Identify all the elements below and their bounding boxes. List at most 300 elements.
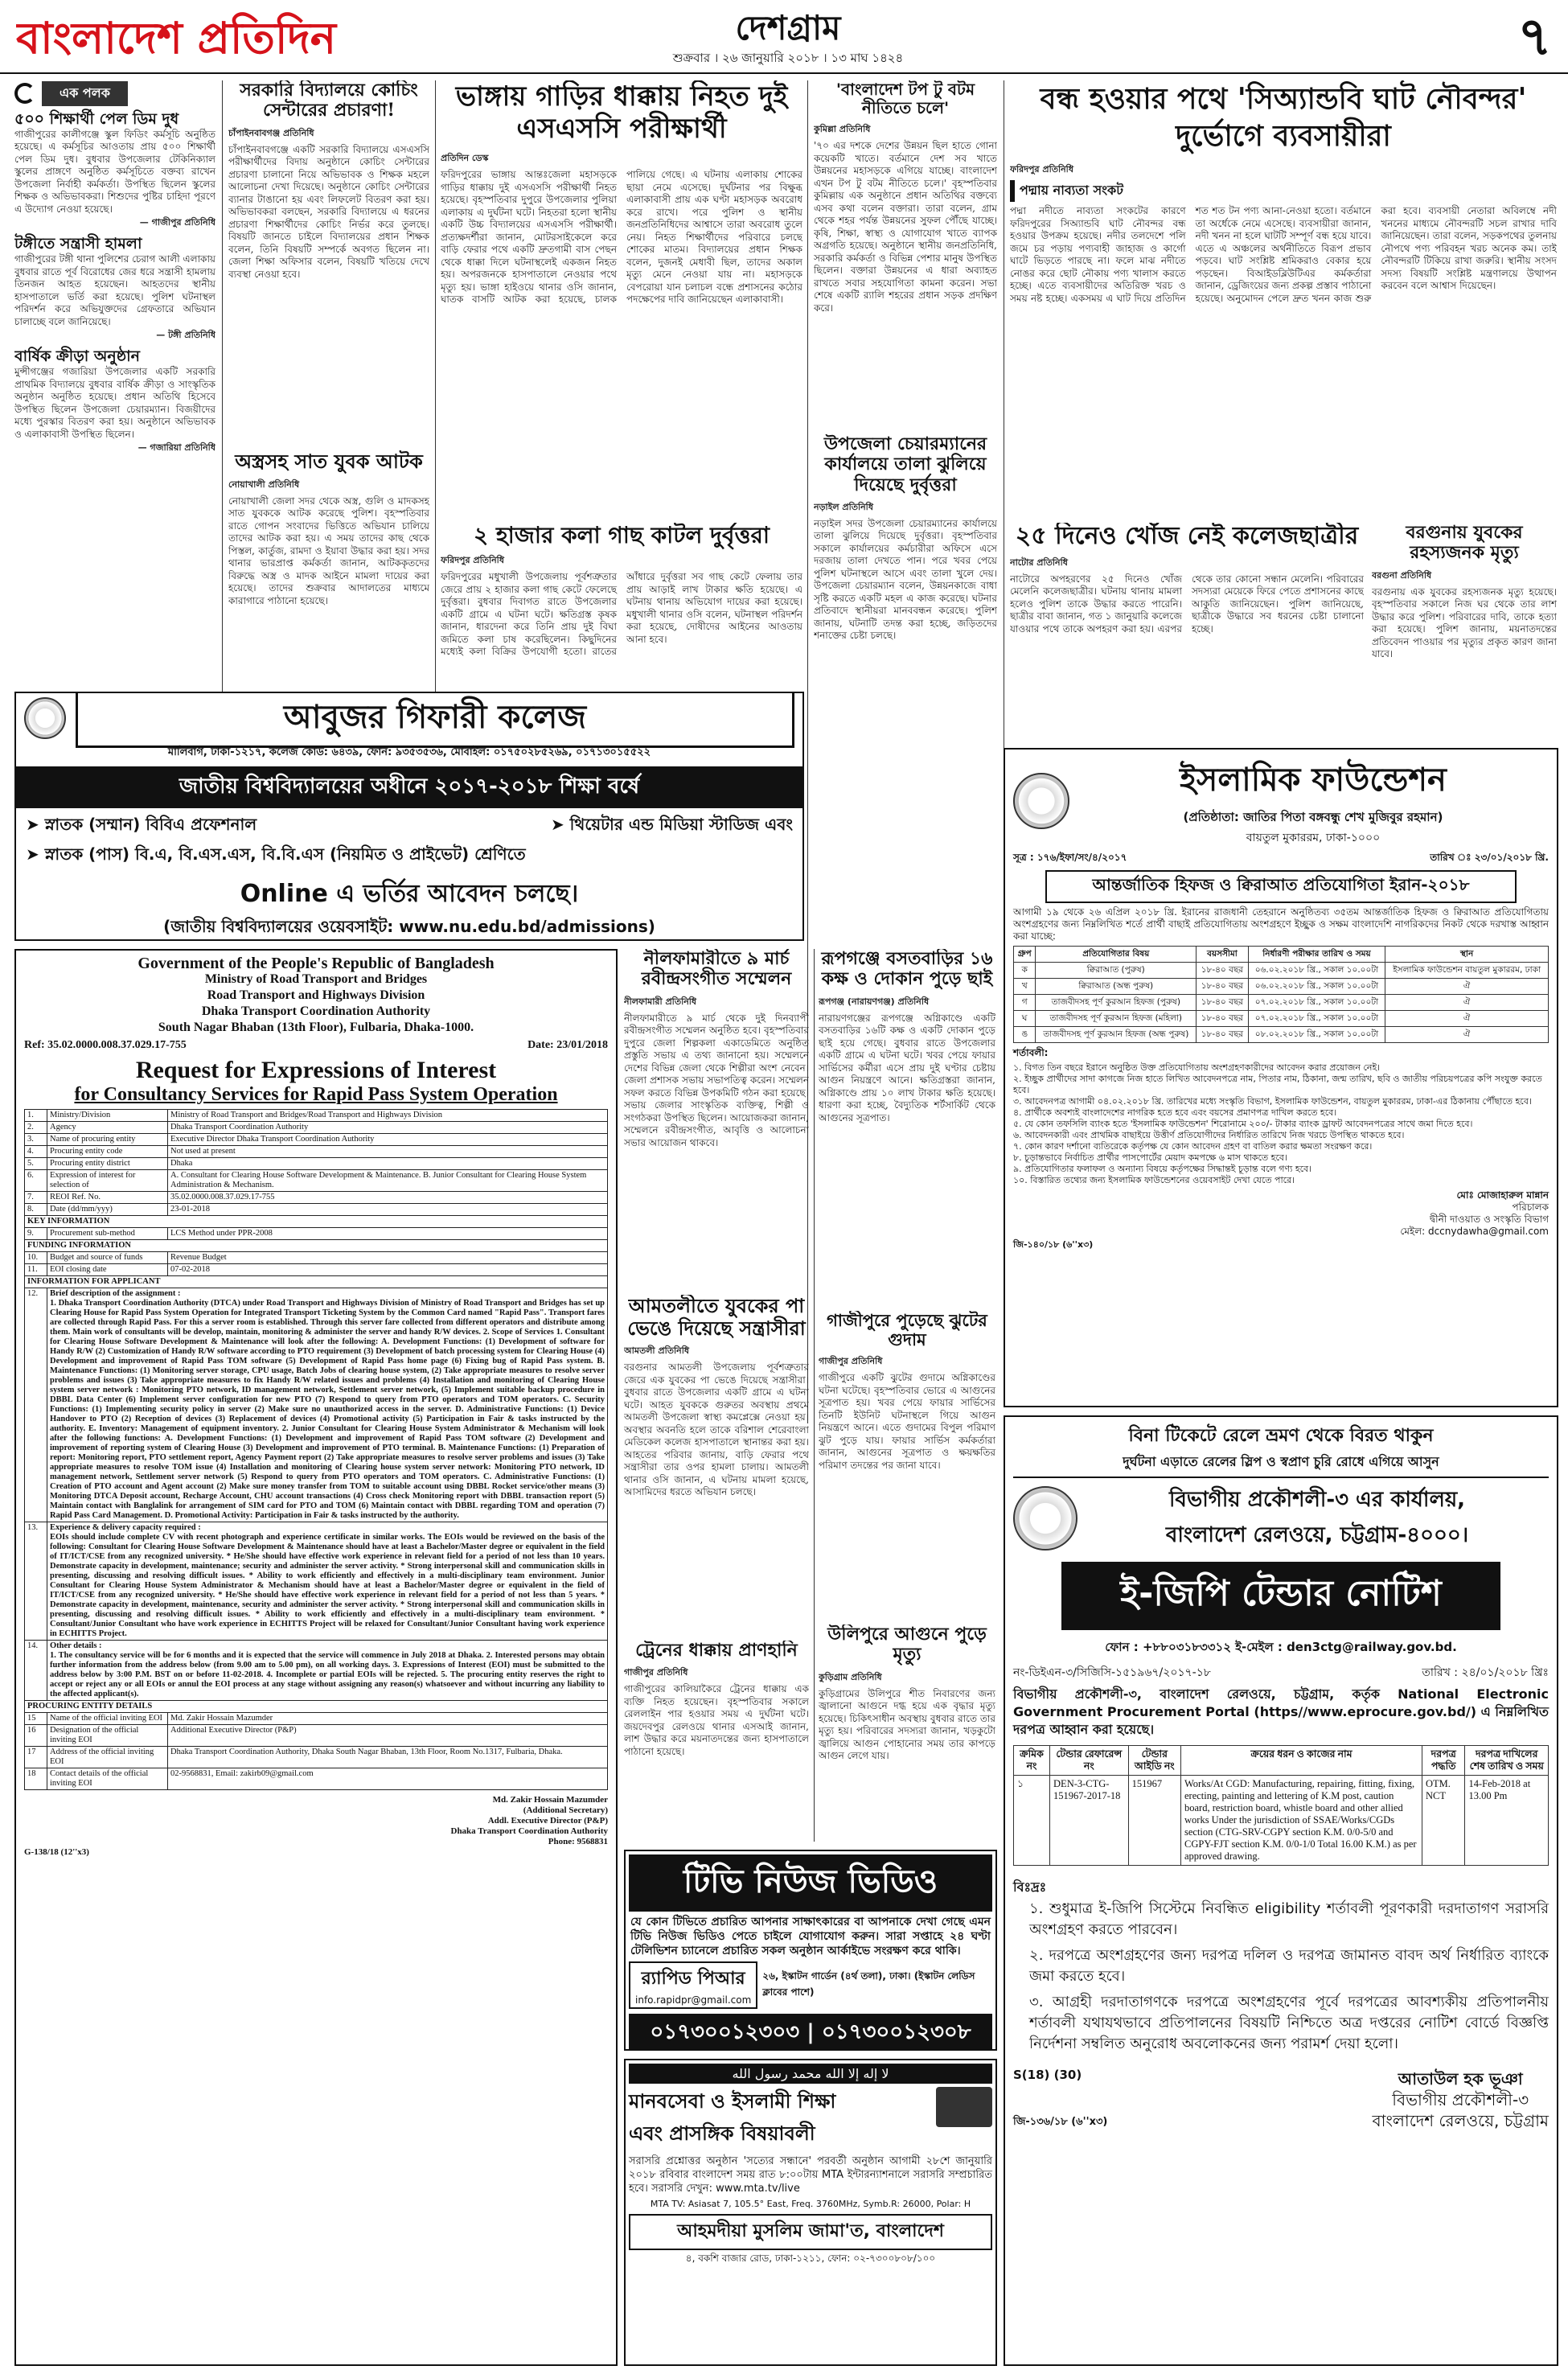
eoi-label: Procuring entity district xyxy=(47,1158,168,1170)
railway-tender-ad[interactable] xyxy=(1004,1415,1558,2366)
tv-brand: র‍্যাপিড পিআর xyxy=(641,1969,745,1989)
islamic-foundation-ad[interactable] xyxy=(1004,748,1558,1407)
amtali-story[interactable] xyxy=(624,1295,809,1633)
lead-title: ভাঙ্গায় গাড়ির ধাক্কায় নিহত দুই এসএসসি পরীক্ষার্থী xyxy=(455,80,788,145)
rupganj-story[interactable] xyxy=(819,949,995,1303)
tv-email[interactable]: info.rapidpr@gmail.com xyxy=(635,1994,752,2006)
ifb-code: জি-১৪০/১৮ (৬''x৩) xyxy=(1013,1239,1094,1250)
eoi-num: 13. xyxy=(25,1522,47,1641)
ifb-conditions-heading: শর্তাবলী: xyxy=(1013,1047,1049,1058)
tv-phone[interactable]: ০১৭৩০০১২৩০৩ | ০১৭৩০০১২৩০৮ xyxy=(629,2014,992,2051)
eoi-num: 5. xyxy=(25,1158,47,1170)
eoi-num: 9. xyxy=(25,1228,47,1240)
ulipur-body: কুড়িগ্রামের উলিপুরে শীত নিবারণের জন্য জ্বালানো আগুনে দগ্ধ হয়ে এক বৃদ্ধার মৃত্যু হয়েছে। চিকিৎসাধীন অবস্থায় বুধবার রাতে তার মৃত্যু হয়। পরিবারের সদস্যরা জানান, খড়কুটো জ্বালিয়ে আগুন পোহানোর সময় তার কাপড়ে আগুন লেগে যায়। xyxy=(819,1687,995,1762)
brief-3-body: মুন্সীগঞ্জের গজারিয়া উপজেলার একটি সরকারি প্রাথমিক বিদ্যালয়ে বুধবার বার্ষিক ক্রীড়া ও সাংস্কৃতিক অনুষ্ঠান অনুষ্ঠিত হয়েছে। প্রধান অতিথি হিসেবে উপস্থিত ছিলেন উপজেলা চেয়ারম্যান। বিজয়ীদের মধ্যে পুরস্কার বিতরণ করা হয়। অনুষ্ঠানে অভিভাবক ও এলাকাবাসী উপস্থিত ছিলেন। xyxy=(14,366,215,440)
eoi-value: Dhaka xyxy=(168,1158,608,1170)
coaching-byline: চাঁপাইনবাবগঞ্জ প্রতিনিধি xyxy=(228,127,314,138)
ulipur-title: উলিপুরে আগুনে পুড়ে মৃত্যু xyxy=(827,1624,987,1665)
gov-line-5: South Nagar Bhaban (13th Floor), Fulbaria, Dhaka-1000. xyxy=(158,1021,474,1034)
ifb-cell: ১৮-৪০ বছর xyxy=(1197,979,1249,995)
eoi-num: 8. xyxy=(25,1204,47,1216)
eoi-value: 07-02-2018 xyxy=(168,1264,608,1276)
college-logo-icon xyxy=(24,697,66,739)
brief-2-title: টঙ্গীতে সন্ত্রাসী হামলা xyxy=(14,235,142,253)
ifb-cell: ১৮-৪০ বছর xyxy=(1197,1011,1249,1027)
gov-code: G-138/18 (12''x3) xyxy=(24,1847,89,1857)
ifb-condition: ৬. আবেদনকারী এবং প্রাথমিক বাছাইয়ে উত্তীর্ণ প্রতিযোগীদের নির্ধারিত তারিখে নিজ খরচে উপস্থিত থাকতে হবে। xyxy=(1013,1130,1405,1140)
college-name: আবুজর গিফারী কলেজ xyxy=(76,692,794,748)
ahmadiyya-brand: আহমদীয়া মুসলিম জামা'ত, বাংলাদেশ xyxy=(629,2214,992,2250)
gov-sig-4: Dhaka Transport Coordination Authority xyxy=(450,1826,608,1836)
lead-body: ফরিদপুরের ভাঙ্গায় আন্তঃজেলা মহাসড়কে গাড়ির ধাক্কায় দুই এসএসসি পরীক্ষার্থী নিহত হয়েছে। বৃহস্পতিবার দুপুরে উপজেলার পুলিয়া এলাকায় এ দুর্ঘটনা ঘটে। নিহতরা হলো স্থানীয় একটি উচ্চ বিদ্যালয়ের এসএসসি পরীক্ষার্থী। প্রত্যক্ষদর্শীরা জানান, মোটরসাইকেলে করে বাড়ি ফেরার পথে একটি দ্রুতগামী বাস পেছন থেকে ধাক্কা দিলে ঘটনাস্থলেই একজন নিহত হয়। অপরজনকে হাসপাতালে নেওয়ার পথে মৃত্যু হয়। ভাঙ্গা হাইওয়ে থানার ওসি জানান, ঘাতক বাসটি আটক করা হয়েছে, চালক পালিয়ে গেছে। এ ঘটনায় এলাকায় শোকের ছায়া নেমে এসেছে। দুর্ঘটনার পর বিক্ষুব্ধ এলাকাবাসী প্রায় এক ঘণ্টা মহাসড়ক অবরোধ করে রাখে। পরে পুলিশ ও স্থানীয় জনপ্রতিনিধিদের আশ্বাসে তারা অবরোধ তুলে নেয়। নিহত শিক্ষার্থীদের পরিবারে চলছে শোকের মাতম। বিদ্যালয়ের প্রধান শিক্ষক বলেন, দুজনই মেধাবী ছিল, তাদের অকাল মৃত্যু মেনে নেওয়া যায় না। মহাসড়কে বেপরোয়া যান চলাচল বন্ধে প্রশাসনের কঠোর পদক্ষেপের দাবি জানিয়েছেন এলাকাবাসী। xyxy=(441,169,802,305)
section-title: দেশগ্রাম xyxy=(735,8,841,47)
course-3: ➤ স্নাতক (পাস) বি.এ, বি.এস.এস, বি.বি.এস (নিয়মিত ও প্রাইভেট) শ্রেণিতে xyxy=(26,844,526,864)
eoi-label: Contact details of the official inviting EOI xyxy=(47,1768,168,1790)
banana-title: ২ হাজার কলা গাছ কাটল দুর্বৃত্তরা xyxy=(473,523,770,548)
lock-byline: নড়াইল প্রতিনিধি xyxy=(814,501,873,512)
rabindra-body: নীলফামারীতে ৯ মার্চ থেকে দুই দিনব্যাপী রবীন্দ্রসংগীত সম্মেলন অনুষ্ঠিত হবে। বৃহস্পতিবার দুপুরে জেলা শিল্পকলা একাডেমিতে অনুষ্ঠিত প্রস্তুতি সভায় এ তথ্য জানানো হয়। সম্মেলনে দেশের বিভিন্ন জেলা থেকে শিল্পীরা অংশ নেবেন। জেলা প্রশাসক সভায় সভাপতিত্ব করেন। সম্মেলন সফল করতে বিভিন্ন উপকমিটি গঠন করা হয়েছে। সভায় জেলার সাংস্কৃতিক ব্যক্তিত্ব, শিল্পী ও সংগঠকরা উপস্থিত ছিলেন। আয়োজকরা জানান, সম্মেলনে রবীন্দ্রসংগীত, আবৃত্তি ও আলোচনা সভার আয়োজন থাকবে। xyxy=(624,1012,809,1148)
gov-ref: Ref: 35.02.0000.008.37.029.17-755 xyxy=(24,1039,187,1051)
course-1-label: স্নাতক (সম্মান) বিবিএ প্রফেশনাল xyxy=(44,815,257,834)
ifb-conditions xyxy=(1013,1062,1549,1186)
tv-news-ad[interactable] xyxy=(624,1850,997,2051)
ifb-condition: ২. ইচ্ছুক প্রার্থীদের সাদা কাগজে নিজ হাতে লিখিত আবেদনপত্রে নাম, পিতার নাম, ঠিকানা, জন্ম তারিখ, ছবি ও জাতীয় পরিচয়পত্রের কপি সংযুক্ত করতে হবে। xyxy=(1013,1074,1542,1095)
eoi-label: Agency xyxy=(47,1122,168,1134)
eoi-label: EOI closing date xyxy=(47,1264,168,1276)
rail-note: ১. শুধুমাত্র ই-জিপি সিস্টেমে নিবন্ধিত eligibility শর্তাবলী পূরণকারী দরদাতাগণ সরাসরি অংশগ্রহণ করতে পারবেন। xyxy=(1029,1900,1549,1938)
mta-logo-icon xyxy=(936,2087,992,2127)
eoi-num: 15 xyxy=(25,1713,47,1725)
rail-col-head: ক্রয়ের ধরন ও কাজের নাম xyxy=(1181,1746,1422,1776)
gov-title-2: for Consultancy Services for Rapid Pass System Operation xyxy=(74,1084,558,1105)
rail-top-2: দুর্ঘটনা এড়াতে রেলের স্লিপ ও স্বপ্রাণ চুরি রোধে এগিয়ে আসুন xyxy=(1013,1452,1549,1478)
ek-polok-header xyxy=(14,80,215,106)
arrest-byline: নোয়াখালী প্রতিনিধি xyxy=(228,478,300,490)
gov-line-2: Ministry of Road Transport and Bridges xyxy=(204,972,428,986)
rail-col-head: দরপত্র পদ্ধতি xyxy=(1422,1746,1465,1776)
eoi-num: 2. xyxy=(25,1122,47,1134)
top-bottom-story[interactable] xyxy=(814,80,997,426)
ifb-cell: তাজবীদসহ পূর্ণ কুরআন হিফজ (পুরুষ) xyxy=(1036,995,1197,1011)
eoi-desc: EOIs should include complete CV with recent photograph and experience certificate in similar works. The EOIs would be reviewed on the basis of the following: Consultant for Clearing House Software Development & Maintenance should have at least a Bachelor/Master degree or equivalent in the field of IT/ICT/CSE from any recognized university. * He/She should have effective work experience in relevant field for a period of not less than 10 years. Demonstrate capacity in development, maintenance; security and administer the server activity. * Strong interpersonal skill and communication skills in presenting, discussing and resolving difficult issues. * Ability to work efficiently and effectively in a multi-disciplinary team environment. Junior Consultant for Clearing House System Administrator & Mechanism should have at least a Bachelor/Master degree or equivalent in the field of IT/ICT/CSE from any recognized university. * He/She should have effective work experience in relevant field for a period of not less than 5 years. * Demonstrate capacity in development, maintenance, security and administer the server activity. * Strong interpersonal skill and communication skills in presenting, discussing and resolving difficult issues. * Ability to work efficiently and effectively in a multi-disciplinary team environment. * Consultant/Junior Consultant who have work experience in ECHITTS Project will be relaxed for Consultant/Junior Consultant having work experience in ECHITTS Project. xyxy=(50,1533,605,1638)
eoi-row xyxy=(25,1110,608,1122)
eoi-row xyxy=(25,1747,608,1768)
ifb-condition: ৯. প্রতিযোগিতার ফলাফল ও অন্যান্য বিষয়ে কর্তৃপক্ষের সিদ্ধান্তই চূড়ান্ত বলে গণ্য হবে। xyxy=(1013,1164,1312,1174)
brief-1-title: ৫০০ শিক্ষার্থী পেল ডিম দুধ xyxy=(14,110,179,128)
eoi-value: Additional Executive Director (P&P) xyxy=(168,1725,608,1747)
rupganj-byline: রূপগঞ্জ (নারায়ণগঞ্জ) প্রতিনিধি xyxy=(819,996,930,1007)
amtali-body: বরগুনার আমতলী উপজেলায় পূর্বশত্রুতার জেরে এক যুবকের পা ভেঙে দিয়েছে সন্ত্রাসীরা। বুধবার রাতে উপজেলার একটি গ্রামে এ ঘটনা ঘটে। আহত যুবককে গুরুতর অবস্থায় প্রথমে আমতলী উপজেলা স্বাস্থ্য কমপ্লেক্সে নেওয়া হয়। অবস্থার অবনতি হলে তাকে বরিশাল শেরেবাংলা মেডিকেল কলেজ হাসপাতালে স্থানান্তর করা হয়। আহতের পরিবার জানায়, বাড়ি ফেরার পথে সন্ত্রাসীরা তার ওপর হামলা চালায়। আমতলী থানার ওসি জানান, এ ঘটনায় মামলা হয়েছে, আসামিদের ধরতে অভিযান চলছে। xyxy=(624,1362,809,1498)
ghat-body: পদ্মা নদীতে নাব্যতা সংকটের কারণে ফরিদপুরের সিঅ্যান্ডবি ঘাট নৌবন্দর বন্ধ হওয়ার উপক্রম হয়েছে। নদীর তলদেশে পলি জমে চর পড়ায় পণ্যবাহী জাহাজ ও কার্গো ঘাটে ভিড়তে পারছে না। ফলে মাঝ নদীতে নোঙর করে ছোট নৌকায় পণ্য খালাস করতে হচ্ছে। এতে ব্যবসায়ীদের অতিরিক্ত খরচ ও সময় নষ্ট হচ্ছে। একসময় এ ঘাট দিয়ে প্রতিদিন শত শত টন পণ্য আনা-নেওয়া হতো। বর্তমানে তা অর্ধেকে নেমে এসেছে। ব্যবসায়ীরা জানান, নদী খনন না হলে ঘাটটি সম্পূর্ণ বন্ধ হয়ে যাবে। এতে এ অঞ্চলের অর্থনীতিতে বিরূপ প্রভাব পড়বে। ঘাট সংশ্লিষ্ট শ্রমিকরাও বেকার হয়ে পড়ছেন। বিআইডব্লিউটিএর কর্মকর্তারা জানান, ড্রেজিংয়ের জন্য প্রকল্প প্রস্তাব পাঠানো হয়েছে। অনুমোদন পেলে দ্রুত খনন কাজ শুরু করা হবে। ব্যবসায়ী নেতারা অবিলম্বে নদী খননের মাধ্যমে নৌবন্দরটি সচল রাখার দাবি জানিয়েছেন। তারা বলেন, সড়কপথের তুলনায় নৌপথে পণ্য পরিবহন খরচ অনেক কম। তাই নৌবন্দরটি টিকিয়ে রাখা জরুরি। স্থানীয় সংসদ সদস্য বিষয়টি সংশ্লিষ্ট মন্ত্রণালয়ে উত্থাপন করবেন বলে আশ্বাস দিয়েছেন। xyxy=(1010,205,1557,304)
eoi-value: Revenue Budget xyxy=(168,1252,608,1264)
barguna-title: বরগুনায় যুবকের রহস্যজনক মৃত্যু xyxy=(1406,523,1523,564)
eoi-value: Ministry of Road Transport and Bridges/Road Transport and Highways Division xyxy=(168,1110,608,1122)
ifb-cell: ক্বিরাআত (পুরুষ) xyxy=(1036,963,1197,979)
eoi-section: PROCURING ENTITY DETAILS xyxy=(25,1701,608,1713)
gov-line-3: Road Transport and Highways Division xyxy=(207,988,425,1002)
eoi-num: 16 xyxy=(25,1725,47,1747)
ifb-cell: ০৬.০২.২০১৮ খ্রি., সকাল ১০.০০টা xyxy=(1248,979,1385,995)
rail-cell: Works/At CGD: Manufacturing, repairing, fitting, fixing, erecting, painting and lettering of K.M post, caution board, restriction board, whistle board and other allied works Under the jurisdiction of SSAE/Works/CGDs section (CTG-SRV-CGPY section K.M. 0/0-5/0 and CGPY-FJT section K.M. 0/0-1/0 Total 16.00 K.M.) as per approved drawing. xyxy=(1181,1776,1422,1866)
brief-2-body: গাজীপুরের টঙ্গী থানা পুলিশের চেরাগ আলী এলাকায় বুধবার রাতে পূর্ব বিরোধের জের ধরে সন্ত্রাসী হামলায় তিনজন আহত হয়েছেন। আহতদের স্থানীয় হাসপাতালে ভর্তি করা হয়েছে। পুলিশ ঘটনাস্থল পরিদর্শন করে অভিযুক্তদের গ্রেফতারে অভিযান চালাচ্ছে বলে জানিয়েছে। xyxy=(14,253,215,327)
ifb-cell: ০৭.০২.২০১৮ খ্রি., সকাল ১০.০০টা xyxy=(1248,1011,1385,1027)
top-bottom-body: '৭০ এর দশকে দেশের উন্নয়ন ছিল হাতে গোনা কয়েকটি খাতে। বর্তমানে দেশ সব খাতে উন্নয়নের মহাসড়কে এগিয়ে যাচ্ছে। বাংলাদেশ এখন টপ টু বটম নীতিতে চলে।' বৃহস্পতিবার কুমিল্লায় এক অনুষ্ঠানে প্রধান অতিথির বক্তব্যে এসব কথা বলেন বক্তারা। তারা বলেন, গ্রাম থেকে শহর পর্যন্ত উন্নয়নের সুফল পৌঁছে যাচ্ছে। কৃষি, শিক্ষা, স্বাস্থ্য ও যোগাযোগ খাতে ব্যাপক অগ্রগতি হয়েছে। অনুষ্ঠানে স্থানীয় জনপ্রতিনিধি, সরকারি কর্মকর্তা ও বিভিন্ন পেশার মানুষ উপস্থিত ছিলেন। বক্তারা উন্নয়নের এ ধারা অব্যাহত রাখতে সবার সহযোগিতা কামনা করেন। সভা শেষে একটি র‍্যালি শহরের প্রধান সড়ক প্রদক্ষিণ করে। xyxy=(814,140,997,314)
brief-2-byline: — টঙ্গী প্রতিনিধি xyxy=(156,330,215,341)
railway-logo-icon xyxy=(1013,1486,1077,1550)
missing-story[interactable] xyxy=(1010,523,1364,740)
eoi-row xyxy=(25,1725,608,1747)
gov-eoi-ad[interactable] xyxy=(14,949,618,2366)
ahmadiyya-body: সরাসরি প্রশ্নোত্তর অনুষ্ঠান 'সত্যের সন্ধানে' পরবর্তী অনুষ্ঠান আগামী ২৮শে জানুয়ারি ২০১৮ রবিবার বাংলাদেশ সময় রাত ৮:০০টায় MTA ইন্টারন্যাশনালে সরাসরি সম্প্রচারিত হবে। সরাসরি দেখুন: www.mta.tv/live xyxy=(629,2155,992,2195)
paper-name[interactable]: বাংলাদেশ প্রতিদিন xyxy=(16,13,336,64)
rabindra-title: নীলফামারীতে ৯ মার্চ রবীন্দ্রসংগীত সম্মেলন xyxy=(641,949,792,990)
ifb-cell: তাজবীদসহ পূর্ণ কুরআন হিফজ (অন্ধ পুরুষ) xyxy=(1036,1027,1197,1043)
rail-intro: বিভাগীয় প্রকৌশলী-৩, বাংলাদেশ রেলওয়ে, চট্টগ্রাম, কর্তৃক National Electronic Government Procurement Portal (https//www.eprocure.gov.bd/) এ নিম্নলিখিত দরপত্র আহ্বান করা হয়েছে। xyxy=(1013,1686,1549,1737)
rail-note: ৩. আগ্রহী দরদাতাগণকে দরপত্রে অংশগ্রহণের পূর্বে দরপত্রের আবশ্যকীয় প্রতিপালনীয় শর্তাবলী যথাযথভাবে প্রতিপালনের বিষয়টি নিশ্চিতে অত্র দপ্তরের নোটিশ বোর্ডে বিজ্ঞপ্তি নির্দেশনা সম্বলিত অনুরোধ অবলোকনের জন্য পরামর্শ দেয়া হলো। xyxy=(1029,1994,1549,2052)
masthead-rule xyxy=(0,72,1568,74)
top-bottom-byline: কুমিল্লা প্রতিনিধি xyxy=(814,124,871,134)
eoi-num: 6. xyxy=(25,1170,47,1192)
ifb-founder: (প্রতিষ্ঠাতা: জাতির পিতা বঙ্গবন্ধু শেখ মুজিবুর রহমান) xyxy=(1183,810,1443,824)
eoi-section: KEY INFORMATION xyxy=(25,1216,608,1228)
brief-2[interactable] xyxy=(14,236,215,343)
eoi-num: 1. xyxy=(25,1110,47,1122)
rail-contact[interactable]: ফোন : +৮৮০৩১৮৩৩১২ ই-মেইল : den3ctg@railway.gov.bd. xyxy=(1105,1640,1457,1654)
ifb-name: ইসলামিক ফাউন্ডেশন xyxy=(1180,762,1447,799)
coaching-body: চাঁপাইনবাবগঞ্জে একটি সরকারি বিদ্যালয়ে এসএসসি পরীক্ষার্থীদের বিদায় অনুষ্ঠানে কোচিং সেন্টারের প্রচারণা চালানো নিয়ে অভিভাবক ও শিক্ষক মহলে আলোচনা দেখা দিয়েছে। অনুষ্ঠানে কোচিং সেন্টারের ব্যানার টাঙানো হয় এবং লিফলেট বিতরণ করা হয়। অভিভাবকরা বলছেন, সরকারি বিদ্যালয়ে এ ধরনের প্রচারণা শিক্ষার্থীদের কোচিং নির্ভর করে তুলছে। বিষয়টি জানতে চাইলে বিদ্যালয়ের প্রধান শিক্ষক বলেন, তিনি বিষয়টি সম্পর্কে অবগত ছিলেন না। জেলা শিক্ষা অফিসার বলেন, বিষয়টি খতিয়ে দেখে ব্যবস্থা নেওয়া হবে। xyxy=(228,143,429,280)
ahmadiyya-address: ৪, বকশি বাজার রোড, ঢাকা-১২১১, ফোন: ০২-৭৩০০৮০৮/১০০ xyxy=(685,2253,936,2264)
tv-body: যে কোন টিভিতে প্রচারিত আপনার সাক্ষাৎকারের বা আপনাকে দেখা গেছে এমন টিভি নিউজ ভিডিও পেতে চাইলে যোগাযোগ করুন। সারা সপ্তাহে ২৪ ঘণ্টা টেলিভিশন চ্যানেলে প্রচারিত সকল অনুষ্ঠান আর্কাইভে সংরক্ষণ করে থাকি। xyxy=(630,1916,991,1957)
rail-memo: নং-ডিইএন-৩/সিজিসি-১৫১৯৬৭/২০১৭-১৮ xyxy=(1013,1666,1211,1679)
brief-1[interactable] xyxy=(14,111,215,231)
train-story[interactable] xyxy=(624,1641,809,1842)
gazipur-byline: গাজীপুর প্রতিনিধি xyxy=(819,1356,883,1367)
column-rule xyxy=(435,80,436,692)
ifb-col-head: গ্রুপ xyxy=(1014,947,1036,963)
ahmadiyya-heading-2: এবং প্রাসঙ্গিক বিষয়াবলী xyxy=(629,2122,815,2145)
eoi-value: LCS Method under PPR-2008 xyxy=(168,1228,608,1240)
eoi-section: FUNDING INFORMATION xyxy=(25,1240,608,1252)
rail-s: S(18) (30) xyxy=(1013,2068,1082,2082)
ahmadiyya-heading-1: মানবসেবা ও ইসলামী শিক্ষা xyxy=(629,2090,836,2113)
course-2-label: থিয়েটার এন্ড মিডিয়া স্টাডিজ এবং xyxy=(569,815,793,834)
gov-sig-5: Phone: 9568831 xyxy=(548,1837,608,1846)
ifb-condition: ৮. চূড়ান্তভাবে নির্বাচিত প্রার্থীর পাসপোর্টের মেয়াদ কমপক্ষে ৬ মাস থাকতে হবে। xyxy=(1013,1152,1287,1163)
brief-3[interactable] xyxy=(14,348,215,456)
ifb-cell: ঐ xyxy=(1385,995,1549,1011)
eoi-num: 3. xyxy=(25,1134,47,1146)
train-byline: গাজীপুর প্রতিনিধি xyxy=(624,1667,688,1678)
rail-note: ২. দরপত্রে অংশগ্রহণের জন্য দরপত্র দলিল ও দরপত্র জামানত বাবদ অর্থ নির্ধারিত ব্যাংকে জমা করতে হবে। xyxy=(1029,1947,1549,1985)
eoi-row xyxy=(25,1713,608,1725)
eoi-label: Address of the official inviting EOI xyxy=(47,1747,168,1768)
eoi-desc-head: Experience & delivery capacity required : xyxy=(50,1523,201,1532)
rail-date: তারিখ : ২৪/০১/২০১৮ খ্রিঃ xyxy=(1422,1666,1549,1679)
eoi-num: 7. xyxy=(25,1192,47,1204)
eoi-desc: 1. Dhaka Transport Coordination Authority (DTCA) under Road Transport and Highways Division of Ministry of Road Transport and Bridges has set up Clearing House for Rapid Pass System Operation for Integrated Transport Ticketing System by the Common Card named "Rapid Pass". Transport fares are collected through Rapid Pass. For this a server room is established. Through this server fare collected from different operators and distribute among them. Main work of consultants will be develop, maintain, monitoring & administer the server and handy R/W devices. 2. Scope of Services 1. Consultant for Clearing House Software Development & Maintenance will look after the following: A. Development Functions: (1) Development of software for Handy R/W (2) Customization of Handy R/W software according to PTO requirement (3) Development of batch processing system for Clearing House (4) Development and improvement of Rapid Pass TOM software (5) Development of Rapid Pass home page (6) Fixing bug of Rapid Pass system. B. Maintenance Functions: (1) Monitoring server storage, CPU usage, Batch Jobs of clearing house system, (2) Take appropriate measures to resolve server problems and issues (3) Take appropriate measures to fix Handy R/W related issues and problems (4) Installation and monitoring of Clearing House system server network : Monitoring PTO network, ID management network, Settlement server network, (5) Implement suitable backup procedure in DBBL Data Center (6) Implement server configuration for new PTO (7) Respond to query from PTO operators and TOM operators. C. Security Functions: (1) Implementing security policy in server (2) Make sure no unauthorized access in the server. D. Administrative Functions: (1) Device Handover to PTO (2) Reception of devices (3) Replacement of devices (4) Promotional activity (5) Participation in Fair & tasks instructed by the authority. E. Inventory: Management of equipment inventory. 2. Junior Consultant for Clearing House System Administrator & Mechanism will look after the following functions: A. Development Functions: (1) Development and improvement of Rapid Pass TOM software (2) Development and improvement of reporting system of Clearing House (3) Development and improvement of PTO terminal. B. Maintenance Functions: (1) Preparation of report: Monitoring report, PTO settlement report, Agency Payment report (2) Take appropriate measures to resolve server problems and issues (3) Take appropriate measures to resolve TOM issue (4) Installation and monitoring of Clearing house system server network: Monitoring PTO network, ID management network, Settlement server network (5) Respond to query from PTO operators and TOM operators. C. Administrative Functions: (1) Creation of PTO account and Agent account (2) Make sure money transfer from TOM to suitable account using DBBL Rocket service/other means (3) Monitoring DTCA Deposit account, Recharge Account, CHU account transactions (4) Cross check Monitoring report with DBBL transaction report (5) Maintain contact with Banglalink for arrangement of SIM card for PTO and TOM (6) Maintain contact with DBBL regarding TOM and operation (7) Rapid Pass Card Management. D. Promotional Activity: Participation in Fair & tasks instructed by the authority. xyxy=(50,1299,605,1520)
rail-sig-1: আতাউল হক ভূঞা xyxy=(1398,2069,1523,2089)
eoi-row xyxy=(25,1192,608,1204)
eoi-value: Dhaka Transport Coordination Authority xyxy=(168,1122,608,1134)
eoi-num: 14. xyxy=(25,1641,47,1701)
ifb-col-head: স্থান xyxy=(1385,947,1549,963)
ifb-cell: তাজবীদসহ পূর্ণ কুরআন হিফজ (মহিলা) xyxy=(1036,1011,1197,1027)
ifb-table xyxy=(1013,946,1549,1043)
college-address: মালিবাগ, ঢাকা-১২১৭, কলেজ কোড: ৬৪৩৯, ফোন: ৯৩৫৩৫৩৬, মোবাইল: ০১৭৫০২৮৫২৬৯, ০১৭১৩০১৫৫২২ xyxy=(167,746,651,758)
eoi-label: Name of the official inviting EOI xyxy=(47,1713,168,1725)
arrest-body: নোয়াখালী জেলা সদর থেকে অস্ত্র, গুলি ও মাদকসহ সাত যুবককে আটক করেছে পুলিশ। বৃহস্পতিবার রাতে গোপন সংবাদের ভিত্তিতে অভিযান চালিয়ে তাদের আটক করা হয়। এ সময় তাদের কাছ থেকে পিস্তল, কার্তুজ, রামদা ও ইয়াবা উদ্ধার করা হয়। সদর থানার ভারপ্রাপ্ত কর্মকর্তা জানান, আটককৃতদের বিরুদ্ধে অস্ত্র ও মাদক আইনে মামলা দায়ের করা হয়েছে। তাদের শুক্রবার আদালতের মাধ্যমে কারাগারে পাঠানো হয়েছে। xyxy=(228,495,429,606)
rail-notes xyxy=(1013,1899,1549,2055)
amtali-byline: আমতলী প্রতিনিধি xyxy=(624,1345,690,1357)
barguna-byline: বরগুনা প্রতিনিধি xyxy=(1372,569,1432,581)
arrest-title: অস্ত্রসহ সাত যুবক আটক xyxy=(235,450,423,473)
ifb-condition: ১০. বিস্তারিত তথ্যের জন্য ইসলামিক ফাউন্ডেশনের ওয়েবসাইট দেখা যেতে পারে। xyxy=(1013,1175,1295,1185)
lead-story[interactable] xyxy=(441,80,802,515)
missing-title: ২৫ দিনেও খোঁজ নেই কলেজছাত্রীর xyxy=(1015,523,1359,550)
ifb-cell: ক্বিরাআত (অন্ধ পুরুষ) xyxy=(1036,979,1197,995)
ifb-condition: ৭. কোন কারণ দর্শানো ব্যতিরেকে কর্তৃপক্ষ যে কোন আবেদন গ্রহণ বা বাতিল করার ক্ষমতা সংরক্ষণ করে। xyxy=(1013,1141,1373,1152)
nu-website[interactable]: (জাতীয় বিশ্ববিদ্যালয়ের ওয়েবসাইট: www.nu.edu.bd/admissions) xyxy=(163,917,655,936)
eoi-num: 11. xyxy=(25,1264,47,1276)
eoi-value: 23-01-2018 xyxy=(168,1204,608,1216)
rail-sig-3: বাংলাদেশ রেলওয়ে, চট্টগ্রাম xyxy=(1372,2111,1549,2130)
rail-cell: ১ xyxy=(1014,1776,1050,1866)
ifb-cell: ঘ xyxy=(1014,1011,1036,1027)
course-3-label: স্নাতক (পাস) বি.এ, বি.এস.এস, বি.বি.এস (নিয়মিত ও প্রাইভেট) শ্রেণিতে xyxy=(44,844,526,864)
eoi-row xyxy=(25,1252,608,1264)
ifb-cell: ঐ xyxy=(1385,1011,1549,1027)
eoi-row xyxy=(25,1204,608,1216)
ifb-condition: ৪. প্রার্থীকে অবশ্যই বাংলাদেশের নাগরিক হতে হবে এবং বয়সের প্রমাণপত্র দাখিল করতে হবে। xyxy=(1013,1107,1337,1118)
college-ad[interactable] xyxy=(14,692,804,941)
ifb-cell: ০৮.০২.২০১৮ খ্রি., সকাল ১০.০০টা xyxy=(1248,1027,1385,1043)
gazipur-story[interactable] xyxy=(819,1311,995,1616)
eoi-row xyxy=(25,1170,608,1192)
ahmadiyya-ad[interactable] xyxy=(624,2059,997,2366)
rail-code: জি-১৩৬/১৮ (৬''x৩) xyxy=(1013,2116,1108,2128)
ifb-logo-icon xyxy=(1013,773,1069,829)
brief-3-byline: — গজারিয়া প্রতিনিধি xyxy=(138,442,215,454)
ifb-cell: ১৮-৪০ বছর xyxy=(1197,963,1249,979)
eoi-section: INFORMATION FOR APPLICANT xyxy=(25,1276,608,1288)
barguna-body: বরগুনায় এক যুবকের রহস্যজনক মৃত্যু হয়েছে। বৃহস্পতিবার সকালে নিজ ঘর থেকে তার লাশ উদ্ধার করে পুলিশ। পরিবারের দাবি, তাকে হত্যা করা হয়েছে। পুলিশ জানায়, ময়নাতদন্তের প্রতিবেদন পাওয়ার পর মৃত্যুর প্রকৃত কারণ জানা যাবে। xyxy=(1372,585,1557,660)
gov-sig-2: (Additional Secretary) xyxy=(523,1805,608,1815)
ifb-row xyxy=(1014,995,1549,1011)
eoi-value: Executive Director Dhaka Transport Coordination Authority xyxy=(168,1134,608,1146)
banana-story[interactable] xyxy=(441,523,802,692)
ifb-ref: সূত্র : ১৭৬/ইফা/সং/৪/২০১৭ xyxy=(1013,852,1127,863)
brief-1-body: গাজীপুরের কালীগঞ্জে স্কুল ফিডিং কর্মসূচি অনুষ্ঠিত হয়েছে। এ কর্মসূচির আওতায় প্রায় ৫০০ শিক্ষার্থী পেল ডিম দুধ। বুধবার উপজেলার টেকিনিক্যাল স্কুলের প্রাঙ্গণে অনুষ্ঠিত কর্মসূচিতে বক্তব্য রাখেন উপজেলা নির্বাহী কর্মকর্তা। উপস্থিত ছিলেন স্কুলের শিক্ষক ও অভিভাবকরা। শিশুদের পুষ্টির চাহিদা পূরণে এ উদ্যোগ নেওয়া হয়েছে। xyxy=(14,128,215,215)
eoi-label: Budget and source of funds xyxy=(47,1252,168,1264)
eoi-row xyxy=(25,1264,608,1276)
banana-body: ফরিদপুরের মধুখালী উপজেলায় পূর্বশত্রুতার জেরে প্রায় ২ হাজার কলা গাছ কেটে ফেলেছে দুর্বৃত্তরা। বুধবার দিবাগত রাতে উপজেলার একটি গ্রামে এ ঘটনা ঘটে। ক্ষতিগ্রস্ত কৃষক জানান, ধারদেনা করে তিনি প্রায় দুই বিঘা জমিতে কলা চাষ করেছিলেন। কিছুদিনের মধ্যেই কলা বিক্রির উপযোগী হতো। রাতের আঁধারে দুর্বৃত্তরা সব গাছ কেটে ফেলায় তার প্রায় আড়াই লাখ টাকার ক্ষতি হয়েছে। এ ঘটনায় থানায় অভিযোগ দায়ের করা হয়েছে। মধুখালী থানার ওসি বলেন, ঘটনাস্থল পরিদর্শন করা হয়েছে, দোষীদের আইনের আওতায় আনা হবে। xyxy=(441,571,802,658)
coaching-story[interactable] xyxy=(228,80,429,426)
ifb-condition: ৫. যে কোন তফসিলি ব্যাংক হতে 'ইসলামিক ফাউন্ডেশন' শিরোনামে ২০০/- টাকার ব্যাংক ড্রাফট আবেদনপত্রের সাথে জমা দিতে হবে। xyxy=(1013,1119,1473,1129)
ifb-cell: খ xyxy=(1014,979,1036,995)
ghat-story[interactable] xyxy=(1010,80,1557,515)
eoi-value: A. Consultant for Clearing House Software Development & Maintenance. B. Junior Consultant for Clearing House System Administration & Mechanism. xyxy=(168,1170,608,1192)
eoi-num: 10. xyxy=(25,1252,47,1264)
ifb-cell: ০৭.০২.২০১৮ খ্রি., সকাল ১০.০০টা xyxy=(1248,995,1385,1011)
ifb-sig-4: মেইল: dccnydawha@gmail.com xyxy=(1400,1226,1549,1237)
eoi-label: Designation of the official inviting EOI xyxy=(47,1725,168,1747)
rabindra-byline: নীলফামারী প্রতিনিধি xyxy=(624,996,697,1007)
gov-sig-3: Addl. Executive Director (P&P) xyxy=(487,1816,608,1826)
rail-office-2: বাংলাদেশ রেলওয়ে, চট্টগ্রাম-৪০০০। xyxy=(1165,1523,1469,1547)
column-rule xyxy=(222,80,223,692)
rail-top-1: বিনা টিকেটে রেলে ভ্রমণ থেকে বিরত থাকুন xyxy=(1128,1426,1434,1446)
eoi-num: 4. xyxy=(25,1146,47,1158)
ghat-byline: ফরিদপুর প্রতিনিধি xyxy=(1010,164,1073,175)
lock-story[interactable] xyxy=(814,434,997,692)
gazipur-body: গাজীপুরে একটি ঝুটের গুদামে অগ্নিকাণ্ডের ঘটনা ঘটেছে। বৃহস্পতিবার ভোরে এ আগুনের সূত্রপাত হয়। খবর পেয়ে ফায়ার সার্ভিসের তিনটি ইউনিট ঘটনাস্থলে গিয়ে আগুন নিয়ন্ত্রণে আনে। এতে গুদামের বিপুল পরিমাণ ঝুট পুড়ে যায়। ফায়ার সার্ভিস কর্মকর্তারা জানান, আগুনের সূত্রপাত ও ক্ষয়ক্ষতির পরিমাণ তদন্তের পর জানা যাবে। xyxy=(819,1372,995,1471)
eoi-desc-head: Other details : xyxy=(50,1641,102,1650)
rail-cell: 14-Feb-2018 at 13.00 Pm xyxy=(1465,1776,1549,1866)
rail-office-1: বিভাগীয় প্রকৌশলী-৩ এর কার্যালয়, xyxy=(1168,1488,1466,1512)
eoi-value: Md. Zakir Hossain Mazumder xyxy=(168,1713,608,1725)
top-bottom-title: 'বাংলাদেশ টপ টু বটম নীতিতে চলে' xyxy=(835,80,975,117)
rail-note-heading: বিঃদ্রঃ xyxy=(1013,1879,1047,1895)
ifb-row xyxy=(1014,979,1549,995)
eoi-num: 18 xyxy=(25,1768,47,1790)
brief-1-byline: — গাজীপুর প্রতিনিধি xyxy=(139,217,215,228)
ifb-address: বায়তুল মুকাররম, ঢাকা-১০০০ xyxy=(1246,832,1381,844)
ifb-sig-3: দ্বীনী দাওয়াত ও সংস্কৃতি বিভাগ xyxy=(1430,1214,1549,1225)
ifb-cell: ইসলামিক ফাউন্ডেশন বায়তুল মুকাররম, ঢাকা xyxy=(1385,963,1549,979)
eoi-label: Date (dd/mm/yyy) xyxy=(47,1204,168,1216)
ghat-title: বন্ধ হওয়ার পথে 'সিঅ্যান্ডবি ঘাট নৌবন্দর' দুর্ভোগে ব্যবসায়ীরা xyxy=(1040,82,1527,153)
ifb-cell: গ xyxy=(1014,995,1036,1011)
issue-date: শুক্রবার । ২৬ জানুয়ারি ২০১৮ । ১৩ মাঘ ১৪২৪ xyxy=(672,51,904,65)
rail-col-head: দরপত্র দাখিলের শেষ তারিখ ও সময় xyxy=(1465,1746,1549,1776)
college-band: জাতীয় বিশ্ববিদ্যালয়ের অধীনে ২০১৭-২০১৮ শিক্ষা বর্ষে xyxy=(16,766,802,808)
ek-polok-label: এক পলক xyxy=(42,81,128,106)
missing-body: নাটোরে অপহরণের ২৫ দিনেও খোঁজ মেলেনি কলেজছাত্রীর। ঘটনায় থানায় মামলা হলেও পুলিশ তাকে উদ্ধার করতে পারেনি। ছাত্রীর বাবা জানান, গত ১ জানুয়ারি কলেজে যাওয়ার পথে তাকে অপহরণ করা হয়। এরপর থেকে তার কোনো সন্ধান মেলেনি। পরিবারের সদস্যরা মেয়েকে ফিরে পেতে প্রশাসনের কাছে আকুতি জানিয়েছেন। পুলিশ জানিয়েছে, ছাত্রীকে উদ্ধারে সব ধরনের চেষ্টা চালানো হচ্ছে। xyxy=(1010,573,1364,635)
ifb-col-head: নির্ধারণী পরীক্ষার তারিখ ও সময় xyxy=(1248,947,1385,963)
online-notice: Online এ ভর্তির আবেদন চলছে। xyxy=(240,880,579,908)
eoi-desc: 1. The consultancy service will be for 6 months and it is expected that the service will commence in July 2018 at Dhaka. 2. Interested persons may obtain further information from the address below (from 9.00 am to 5.00 pm), on all working days. 3. Expressions of Interest (EOI) must be submitted to the address below by 3:00 P.M. BST on or before 11-02-2018. 4. Incomplete or partial EOIs will be rejected. 5. The procuring entity reserves the right to accept or reject any or all EOIs or annul the EOI process at any stage without assigning any reason(s) whatsoever and without incurring any liability to the affected applicant(s). xyxy=(50,1651,605,1698)
eoi-row xyxy=(25,1158,608,1170)
eoi-label: Procurement sub-method xyxy=(47,1228,168,1240)
gov-date: Date: 23/01/2018 xyxy=(527,1039,608,1051)
column-rule xyxy=(814,949,815,1842)
masthead xyxy=(0,0,1568,74)
eoi-label: Procuring entity code xyxy=(47,1146,168,1158)
gazipur-title: গাজীপুরে পুড়েছে ঝুটের গুদাম xyxy=(827,1311,987,1350)
eoi-row xyxy=(25,1768,608,1790)
rupganj-title: রূপগঞ্জে বসতবাড়ির ১৬ কক্ষ ও দোকান পুড়ে ছাই xyxy=(821,949,993,990)
barguna-story[interactable] xyxy=(1372,523,1557,740)
eoi-row xyxy=(25,1228,608,1240)
eoi-table xyxy=(24,1109,608,1790)
ifb-band: আন্তর্জাতিক হিফজ ও ক্বিরাআত প্রতিযোগিতা ইরান-২০১৮ xyxy=(1045,870,1517,903)
ifb-cell: ০৬.০২.২০১৮ খ্রি., সকাল ১০.০০টা xyxy=(1248,963,1385,979)
rail-title: ই-জিপি টেন্ডার নোটিশ xyxy=(1061,1562,1500,1630)
eoi-num: 17 xyxy=(25,1747,47,1768)
rail-cell: OTM. NCT xyxy=(1422,1776,1465,1866)
rupganj-body: নারায়ণগঞ্জের রূপগঞ্জে অগ্নিকাণ্ডে একটি বসতবাড়ির ১৬টি কক্ষ ও একটি দোকান পুড়ে ছাই হয়ে গেছে। বুধবার রাতে উপজেলার একটি গ্রামে এ ঘটনা ঘটে। খবর পেয়ে ফায়ার সার্ভিসের কর্মীরা এসে প্রায় দুই ঘণ্টার চেষ্টায় আগুন নিয়ন্ত্রণে আনে। ক্ষতিগ্রস্তরা জানান, অগ্নিকাণ্ডে প্রায় ১০ লাখ টাকার ক্ষতি হয়েছে। ধারণা করা হচ্ছে, বৈদ্যুতিক শর্টসার্কিট থেকে আগুনের সূত্রপাত। xyxy=(819,1012,995,1123)
ifb-date: তারিখ ঃ ২৩/০১/২০১৮ খ্রি. xyxy=(1430,852,1549,863)
eoi-label: Ministry/Division xyxy=(47,1110,168,1122)
eoi-desc-head: Brief description of the assignment : xyxy=(50,1289,181,1298)
ifb-intro: আগামী ১৯ থেকে ২৬ এপ্রিল ২০১৮ খ্রি. ইরানের রাজধানী তেহরানে অনুষ্ঠিতব্য ৩৫তম আন্তর্জাতিক হিফজ ও ক্বিরাআত প্রতিযোগিতায় অংশগ্রহণের জন্য নিম্নলিখিত শর্তে প্রার্থী বাছাই প্রতিযোগিতায় অংশগ্রহণে ইচ্ছুক ও সক্ষম বাংলাদেশি নাগরিকদের নিকট থেকে দরখাস্ত আহ্বান করা যাচ্ছে: xyxy=(1013,906,1549,942)
eoi-label: Name of procuring entity xyxy=(47,1134,168,1146)
ifb-cell: ঙ xyxy=(1014,1027,1036,1043)
tv-title: টিভি নিউজ ভিডিও xyxy=(629,1854,992,1912)
rabindra-story[interactable] xyxy=(624,949,809,1287)
spiral-icon xyxy=(14,83,35,104)
ifb-cell: ১৮-৪০ বছর xyxy=(1197,1027,1249,1043)
arrest-story[interactable] xyxy=(228,450,429,692)
eoi-label: REOI Ref. No. xyxy=(47,1192,168,1204)
banana-byline: ফরিদপুর প্রতিনিধি xyxy=(441,555,504,566)
coaching-title: সরকারি বিদ্যালয়ে কোচিং সেন্টারের প্রচারণা! xyxy=(240,80,418,121)
rail-cell: DEN-3-CTG-151967-2017-18 xyxy=(1050,1776,1129,1866)
train-title: ট্রেনের ধাক্কায় প্রাণহানি xyxy=(635,1641,798,1661)
ahmadiyya-note: MTA TV: Asiasat 7, 105.5° East, Freq. 3760MHz, Symb.R: 26000, Polar: H xyxy=(650,2199,971,2209)
ifb-sig-2: পরিচালক xyxy=(1512,1201,1549,1213)
course-2: ➤ থিয়েটার এন্ড মিডিয়া স্টাডিজ এবং xyxy=(550,815,793,834)
train-body: গাজীপুরের কালিয়াকৈরে ট্রেনের ধাক্কায় এক ব্যক্তি নিহত হয়েছেন। বৃহস্পতিবার সকালে রেললাইন পার হওয়ার সময় এ দুর্ঘটনা ঘটে। জয়দেবপুর রেলওয়ে থানার এসআই জানান, লাশ উদ্ধার করে ময়নাতদন্তের জন্য হাসপাতালে পাঠানো হয়েছে। xyxy=(624,1683,809,1757)
rail-sig-2: বিভাগীয় প্রকৌশলী-৩ xyxy=(1392,2090,1529,2109)
ifb-condition: ১. বিগত তিন বছরে ইরানে অনুষ্ঠিত উক্ত প্রতিযোগিতায় অংশগ্রহণকারীদের আবেদন করার প্রয়োজন নেই। xyxy=(1013,1062,1381,1073)
amtali-title: আমতলীতে যুবকের পা ভেঙে দিয়েছে সন্ত্রাসীরা xyxy=(627,1295,806,1340)
ifb-cell: ঐ xyxy=(1385,979,1549,995)
missing-byline: নাটোর প্রতিনিধি xyxy=(1010,557,1068,568)
course-1: ➤ স্নাতক (সম্মান) বিবিএ প্রফেশনাল xyxy=(26,815,257,834)
eoi-label: Expression of interest for selection of xyxy=(47,1170,168,1192)
ulipur-byline: কুড়িগ্রাম প্রতিনিধি xyxy=(819,1671,882,1682)
eoi-value: Not used at present xyxy=(168,1146,608,1158)
ifb-sig-1: মোঃ মোজাহারুল মান্নান xyxy=(1456,1189,1549,1201)
ifb-col-head: প্রতিযোগিতার বিষয় xyxy=(1036,947,1197,963)
rail-col-head: ক্রমিক নং xyxy=(1014,1746,1050,1776)
lock-title: উপজেলা চেয়ারম্যানের কার্যালয়ে তালা ঝুলিয়ে দিয়েছে দুর্বৃত্তরা xyxy=(823,434,987,495)
eoi-value: 35.02.0000.008.37.029.17-755 xyxy=(168,1192,608,1204)
rail-col-head: টেন্ডার আইডি নং xyxy=(1128,1746,1180,1776)
ifb-row xyxy=(1014,1011,1549,1027)
rail-table xyxy=(1013,1745,1549,1866)
eoi-value: Dhaka Transport Coordination Authority, Dhaka South Nagar Bhaban, 13th Floor, Room No.1317, Fulbaria, Dhaka. xyxy=(168,1747,608,1768)
gov-title-1: Request for Expressions of Interest xyxy=(135,1057,497,1083)
eoi-row xyxy=(25,1146,608,1158)
ulipur-story[interactable] xyxy=(819,1624,995,1842)
gov-line-1: Government of the People's Republic of Bangladesh xyxy=(138,955,495,972)
page-number: ৭ xyxy=(1517,6,1552,68)
ifb-col-head: বয়সসীমা xyxy=(1197,947,1249,963)
rail-cell: 151967 xyxy=(1128,1776,1180,1866)
ifb-row xyxy=(1014,1027,1549,1043)
ghat-subhead: পদ্মায় নাব্যতা সংকট xyxy=(1010,180,1557,202)
lock-body: নড়াইল সদর উপজেলা চেয়ারম্যানের কার্যালয়ে তালা ঝুলিয়ে দিয়েছে দুর্বৃত্তরা। বৃহস্পতিবার সকালে কার্যালয়ের কর্মচারীরা অফিসে এসে দরজায় তালা দেখতে পান। পরে খবর পেয়ে পুলিশ ঘটনাস্থলে আসে এবং তালা খুলে দেয়। উপজেলা চেয়ারম্যান বলেন, উন্নয়নকাজে বাধা সৃষ্টি করতে একটি মহল এ কাজ করেছে। ঘটনার প্রতিবাদে স্থানীয়রা মানববন্ধন করেছে। পুলিশ জানায়, ঘটনাটি তদন্ত করা হচ্ছে, জড়িতদের শনাক্তের চেষ্টা চলছে। xyxy=(814,517,997,642)
gov-line-4: Dhaka Transport Coordination Authority xyxy=(201,1004,431,1018)
ifb-condition: ৩. আবেদনপত্র আগামী ০৪.০২.২০১৮ খ্রি. তারিখের মধ্যে সংস্কৃতি বিভাগ, ইসলামিক ফাউন্ডেশন, বায়তুল মুকাররম, ঢাকা-এর ঠিকানায় পৌঁছাতে হবে। xyxy=(1013,1096,1532,1107)
ifb-cell: ১৮-৪০ বছর xyxy=(1197,995,1249,1011)
rail-col-head: টেন্ডার রেফারেন্স নং xyxy=(1050,1746,1129,1776)
eoi-row xyxy=(25,1134,608,1146)
ifb-cell: ঐ xyxy=(1385,1027,1549,1043)
eoi-row xyxy=(25,1122,608,1134)
tv-address: ২৬, ইস্কাটন গার্ডেন (৪র্থ তলা), ঢাকা। (ইস্কাটন লেডিস ক্লাবের পাশে) xyxy=(762,1969,975,1998)
ifb-row xyxy=(1014,963,1549,979)
ahmadiyya-arabic: لا إله إلا الله محمد رسول الله xyxy=(629,2064,992,2084)
gov-sig-1: Md. Zakir Hossain Mazumder xyxy=(492,1795,608,1805)
eoi-value: 02-9568831, Email: zakirb09@gmail.com xyxy=(168,1768,608,1790)
brief-3-title: বার্ষিক ক্রীড়া অনুষ্ঠান xyxy=(14,347,140,366)
eoi-num: 12. xyxy=(25,1288,47,1522)
ifb-cell: ক xyxy=(1014,963,1036,979)
lead-byline: প্রতিদিন ডেস্ক xyxy=(441,153,489,163)
